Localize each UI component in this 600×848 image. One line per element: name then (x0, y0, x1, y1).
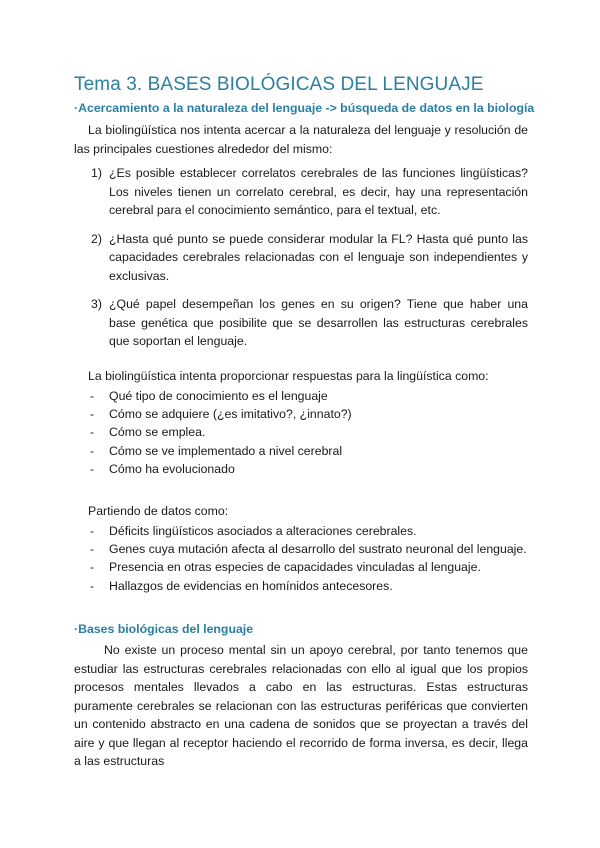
section-heading-bases: ·Bases biológicas del lenguaje (74, 622, 254, 636)
list-item: - Presencia en otras especies de capacidades vinculadas al lenguaje. (90, 560, 481, 575)
body-paragraph: No existe un proceso mental sin un apoyo cerebral, por tanto tenemos que estudiar las estructuras cerebrales relacionadas con ello al igual que los propios procesos mentales llevados a cabo en las estructuras. Estas estructuras puramente cerebrales se relacionan con las estructuras periféricas que convierten un contenido abstracto en una cadena de sonidos que se proyectan a través del aire y que llegan al receptor haciendo el recorrido de forma inversa, es decir, llega a las estructuras (74, 643, 528, 768)
list-item: 3) ¿Qué papel desempeñan los genes en su origen? Tiene que haber una base genética que posibilite que se desarrollen las estructuras cerebrales que soportan el lenguaje. (91, 297, 528, 348)
list-item: - Cómo se ve implementado a nivel cerebral (90, 443, 343, 458)
answers-list (74, 387, 352, 478)
list-item: 2) ¿Hasta qué punto se puede considerar modular la FL? Hasta qué punto las capacidades cerebrales relacionadas con el lenguaje son independientes y exclusivas. (91, 231, 528, 283)
page-title: Tema 3. BASES BIOLÓGICAS DEL LENGUAJE (74, 74, 484, 95)
questions-list (74, 164, 528, 361)
list-item: - Genes cuya mutación afecta al desarrollo del sustrato neuronal del lenguaje. (90, 542, 527, 557)
list-item: 1) ¿Es posible establecer correlatos cerebrales de las funciones lingüísticas? Los niveles tienen un correlato cerebral, es decir, hay una representación cerebral para el conocimiento semántico, para el textual, etc. (91, 166, 528, 217)
list-item: - Cómo se emplea. (90, 425, 206, 440)
list-item: - Hallazgos de evidencias en homínidos antecesores. (90, 578, 393, 593)
answers-intro: La biolingüística intenta proporcionar respuestas para la lingüística como: (88, 369, 489, 383)
list-item: - Cómo se adquiere (¿es imitativo?, ¿innato?) (90, 407, 352, 422)
data-list (74, 522, 527, 595)
data-intro: Partiendo de datos como: (88, 504, 229, 518)
list-item: - Cómo ha evolucionado (90, 461, 235, 476)
section-heading-acercamiento: ·Acercamiento a la naturaleza del lenguaje -> búsqueda de datos en la biología (74, 101, 535, 115)
list-item: - Qué tipo de conocimiento es el lenguaje (90, 389, 328, 403)
intro-paragraph: La biolingüística nos intenta acercar a la naturaleza del lenguaje y resolución de las principales cuestiones alrededor del mismo: (74, 123, 528, 156)
list-item: - Déficits lingüísticos asociados a alteraciones cerebrales. (90, 524, 417, 538)
